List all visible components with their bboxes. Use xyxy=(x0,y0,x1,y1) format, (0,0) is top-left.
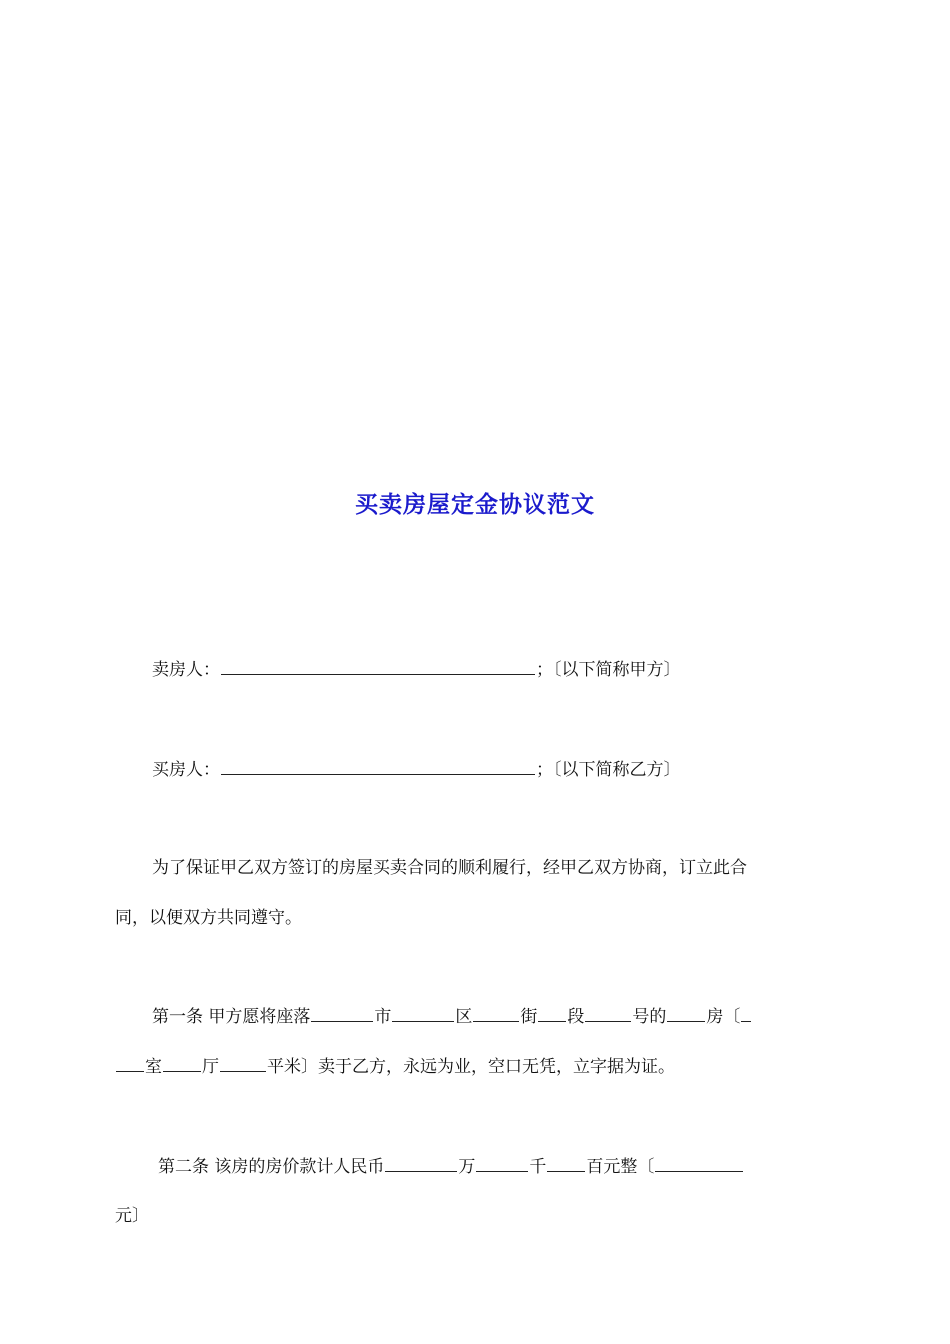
article1-line-1 xyxy=(152,1004,842,1029)
city-blank xyxy=(311,1004,373,1022)
article1-area: 平米〕卖于乙方，永远为业，空口无凭，立字据为证。 xyxy=(267,1057,675,1077)
number-blank xyxy=(585,1004,631,1022)
article2-line-1 xyxy=(158,1154,842,1179)
seller-blank xyxy=(221,657,535,675)
article1-hall: 厅 xyxy=(202,1057,219,1077)
document-title: 买卖房屋定金协议范文 xyxy=(355,491,595,518)
preamble-line-2: 同，以便双方共同遵守。 xyxy=(115,908,302,928)
article1-city: 市 xyxy=(374,1007,392,1027)
hall-blank xyxy=(163,1054,201,1072)
buyer-suffix: ；〔以下简称乙方〕 xyxy=(536,760,681,780)
article1-room: 室 xyxy=(145,1057,162,1077)
article2-lead: 第二条 该房的房价款计人民币 xyxy=(158,1157,385,1177)
district-blank xyxy=(392,1004,454,1022)
article1-section: 段 xyxy=(567,1007,585,1027)
room-blank-start xyxy=(741,1004,751,1022)
seller-label: 卖房人： xyxy=(152,660,220,680)
article2-line-2: 元〕 xyxy=(115,1206,149,1226)
article2-bai: 百元整〔 xyxy=(586,1157,655,1177)
article2-qian: 千 xyxy=(529,1157,547,1177)
qian-blank xyxy=(476,1154,528,1172)
article1-lead: 第一条 甲方愿将座落 xyxy=(152,1007,311,1027)
seller-suffix: ；〔以下简称甲方〕 xyxy=(536,660,681,680)
article1-street: 街 xyxy=(520,1007,538,1027)
room-blank xyxy=(116,1054,144,1072)
section-blank xyxy=(538,1004,566,1022)
article2-wan: 万 xyxy=(458,1157,476,1177)
buyer-label: 买房人： xyxy=(152,760,220,780)
yuan-blank xyxy=(655,1154,743,1172)
wan-blank xyxy=(385,1154,457,1172)
article1-line-2 xyxy=(115,1054,840,1079)
house-blank xyxy=(667,1004,705,1022)
street-blank xyxy=(473,1004,519,1022)
buyer-line xyxy=(152,757,842,782)
bai-blank xyxy=(547,1154,585,1172)
preamble-line-1: 为了保证甲乙双方签订的房屋买卖合同的顺利履行，经甲乙双方协商，订立此合 xyxy=(152,858,747,878)
article1-house: 房〔 xyxy=(706,1007,741,1027)
buyer-blank xyxy=(221,757,535,775)
area-blank xyxy=(220,1054,266,1072)
seller-line xyxy=(152,657,842,682)
article1-district: 区 xyxy=(455,1007,473,1027)
article1-number: 号的 xyxy=(632,1007,667,1027)
